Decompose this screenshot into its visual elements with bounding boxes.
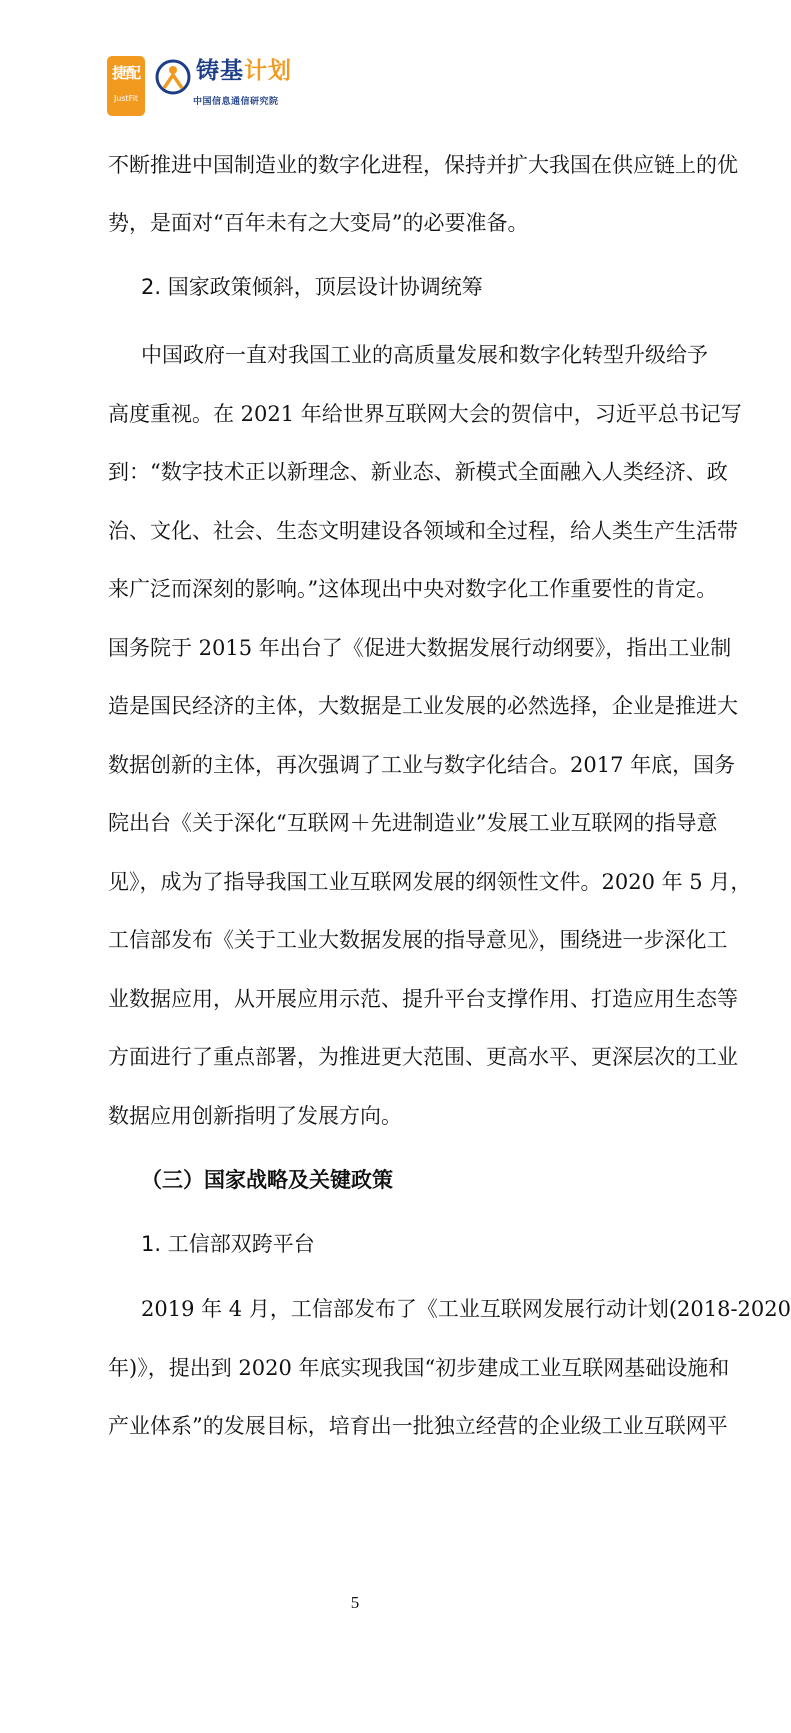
paragraph-line: 造是国民经济的主体，大数据是工业发展的必然选择，企业是推进大 — [108, 694, 738, 718]
paragraph-line: 势，是面对“百年未有之大变局”的必要准备。 — [108, 211, 529, 235]
paragraph-line: 业数据应用，从开展应用示范、提升平台支撑作用、打造应用生态等 — [108, 987, 738, 1011]
zhuji-logo-title — [196, 58, 292, 84]
zhuji-logo-title-part1: 铸基 — [196, 58, 244, 84]
paragraph-line: 不断推进中国制造业的数字化进程，保持并扩大我国在供应链上的优 — [108, 153, 738, 177]
paragraph-line: 治、文化、社会、生态文明建设各领域和全过程，给人类生产生活带 — [108, 519, 738, 543]
paragraph-line: 2019 年 4 月，工信部发布了《工业互联网发展行动计划(2018-2020 — [141, 1297, 791, 1321]
section-heading: 2. 国家政策倾斜，顶层设计协调统筹 — [141, 275, 483, 299]
paragraph-line: 国务院于 2015 年出台了《促进大数据发展行动纲要》，指出工业制 — [108, 636, 732, 660]
paragraph-line: 见》，成为了指导我国工业互联网发展的纲领性文件。2020 年 5 月， — [108, 870, 752, 894]
paragraph-line: 院出台《关于深化“互联网＋先进制造业”发展工业互联网的指导意 — [108, 811, 718, 835]
justfit-logo-en: JustFit — [113, 94, 139, 103]
paragraph-line: 高度重视。在 2021 年给世界互联网大会的贺信中，习近平总书记写 — [108, 402, 742, 426]
zhuji-logo-title-part2: 计划 — [244, 58, 292, 84]
paragraph-line: 到：“数字技术正以新理念、新业态、新模式全面融入人类经济、政 — [108, 460, 728, 484]
paragraph-line: 数据应用创新指明了发展方向。 — [108, 1104, 402, 1128]
page-number: 5 — [350, 1593, 360, 1612]
subsection-heading: （三）国家战略及关键政策 — [141, 1168, 393, 1192]
justfit-logo-cn: 捷配 — [111, 64, 140, 82]
paragraph-line: 工信部发布《关于工业大数据发展的指导意见》，围绕进一步深化工 — [108, 928, 728, 952]
paragraph-line: 数据创新的主体，再次强调了工业与数字化结合。2017 年底，国务 — [108, 753, 736, 777]
paragraph-line: 中国政府一直对我国工业的高质量发展和数字化转型升级给予 — [141, 343, 708, 367]
justfit-logo — [107, 56, 145, 116]
paragraph-line: 产业体系”的发展目标，培育出一批独立经营的企业级工业互联网平 — [108, 1414, 728, 1438]
zhuji-logo-mark-icon — [154, 58, 192, 96]
zhuji-logo-subtitle: 中国信息通信研究院 — [193, 97, 279, 107]
paragraph-line: 年)》，提出到 2020 年底实现我国“初步建成工业互联网基础设施和 — [108, 1356, 730, 1380]
paragraph-line: 方面进行了重点部署，为推进更大范围、更高水平、更深层次的工业 — [108, 1045, 738, 1069]
section-heading: 1. 工信部双跨平台 — [141, 1232, 315, 1256]
paragraph-line: 来广泛而深刻的影响。”这体现出中央对数字化工作重要性的肯定。 — [108, 577, 718, 601]
